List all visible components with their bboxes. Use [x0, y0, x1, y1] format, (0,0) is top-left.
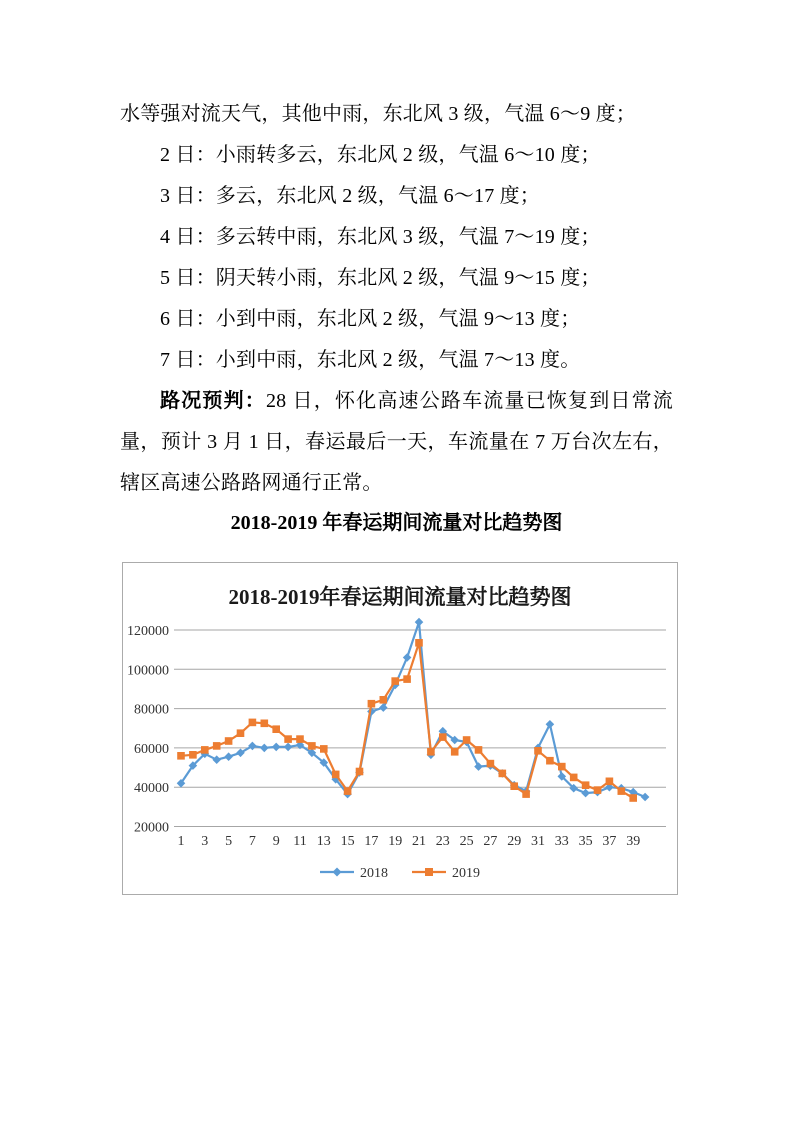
- legend-label-2019: 2019: [452, 866, 480, 881]
- svg-text:3: 3: [201, 834, 209, 849]
- svg-text:15: 15: [340, 834, 355, 849]
- series-2019: [177, 639, 637, 802]
- data-point-2019: [475, 746, 483, 754]
- legend-marker-2019: [425, 868, 433, 876]
- data-point-2018: [272, 743, 281, 752]
- svg-text:13: 13: [316, 834, 331, 849]
- data-point-2019: [272, 725, 280, 733]
- data-point-2019: [391, 677, 399, 685]
- data-point-2018: [212, 755, 221, 764]
- data-point-2019: [320, 745, 328, 753]
- data-point-2018: [379, 703, 388, 712]
- series-2018: [177, 618, 650, 802]
- svg-text:40000: 40000: [134, 781, 169, 797]
- data-point-2019: [225, 737, 233, 745]
- data-point-2019: [201, 746, 209, 754]
- chart-canvas: [123, 563, 677, 894]
- paragraph-weather-day7: 7 日：小到中雨，东北风 2 级，气温 7～13 度。: [160, 349, 581, 371]
- data-point-2019: [249, 719, 257, 727]
- body-text: [120, 94, 673, 538]
- paragraph-weather-day6: 6 日：小到中雨，东北风 2 级，气温 9～13 度；: [160, 308, 581, 330]
- svg-text:25: 25: [459, 834, 474, 849]
- data-point-2019: [403, 675, 411, 683]
- svg-text:31: 31: [531, 834, 545, 849]
- traffic-trend-chart: [122, 562, 678, 895]
- data-point-2019: [368, 700, 376, 708]
- chart-title: [229, 585, 572, 609]
- data-point-2018: [415, 618, 424, 627]
- svg-text:37: 37: [602, 834, 617, 849]
- data-point-2019: [487, 760, 495, 768]
- paragraph-weather-continuation: 水等强对流天气，其他中雨，东北风 3 级，气温 6～9 度；: [120, 103, 636, 125]
- svg-text:100000: 100000: [127, 663, 169, 679]
- svg-text:5: 5: [225, 834, 233, 849]
- data-point-2018: [224, 752, 233, 761]
- svg-text:120000: 120000: [127, 624, 169, 639]
- svg-text:33: 33: [554, 834, 569, 849]
- road-forecast-text: 28 日，怀化高速公路车流量已恢复到日常流量，预计 3 月 1 日，春运最后一天，车流量在 7 万台次左右，辖区高速公路路网通行正常。: [120, 390, 674, 494]
- data-point-2019: [582, 781, 590, 789]
- svg-text:9: 9: [272, 834, 280, 849]
- data-point-2019: [594, 786, 602, 794]
- svg-text:80000: 80000: [134, 702, 169, 718]
- data-point-2019: [308, 742, 316, 750]
- svg-text:27: 27: [483, 834, 498, 849]
- road-forecast-label: 路况预判：: [160, 390, 266, 412]
- svg-text:35: 35: [578, 834, 593, 849]
- data-point-2019: [606, 778, 614, 786]
- data-point-2018: [403, 653, 412, 662]
- legend-marker-2018: [333, 868, 342, 877]
- svg-text:60000: 60000: [134, 741, 169, 757]
- section-title: 2018-2019 年春运期间流量对比趋势图: [230, 512, 563, 534]
- svg-text:11: 11: [293, 834, 307, 849]
- paragraph-road-forecast: [120, 381, 673, 504]
- data-point-2019: [344, 787, 352, 795]
- y-axis-labels: [127, 624, 169, 836]
- svg-text:17: 17: [364, 834, 379, 849]
- data-point-2019: [522, 790, 530, 798]
- svg-text:1: 1: [177, 834, 185, 849]
- data-point-2019: [570, 774, 578, 782]
- data-point-2019: [534, 747, 542, 755]
- data-point-2018: [284, 743, 293, 752]
- data-point-2019: [463, 736, 471, 744]
- svg-text:7: 7: [248, 834, 256, 849]
- svg-text:2018-2019年春运期间流量对比趋势图: 2018-2019年春运期间流量对比趋势图: [228, 585, 572, 609]
- data-point-2019: [558, 763, 566, 771]
- data-point-2019: [177, 752, 185, 760]
- data-point-2019: [546, 757, 554, 765]
- data-point-2019: [439, 733, 447, 741]
- paragraph-weather-day5: 5 日：阴天转小雨，东北风 2 级，气温 9～15 度；: [160, 267, 601, 289]
- svg-text:19: 19: [388, 834, 403, 849]
- data-point-2019: [380, 696, 388, 704]
- data-point-2019: [499, 770, 507, 778]
- paragraph-weather-day2: 2 日：小雨转多云，东北风 2 级，气温 6～10 度；: [160, 144, 601, 166]
- data-point-2019: [427, 748, 435, 756]
- data-point-2019: [510, 782, 518, 790]
- svg-text:23: 23: [435, 834, 450, 849]
- svg-text:21: 21: [412, 834, 426, 849]
- data-point-2019: [618, 787, 626, 795]
- data-point-2019: [237, 729, 245, 737]
- legend-label-2018: 2018: [360, 866, 388, 881]
- data-point-2019: [296, 735, 304, 743]
- data-point-2019: [629, 794, 637, 802]
- svg-text:29: 29: [507, 834, 522, 849]
- data-point-2018: [546, 720, 555, 729]
- data-point-2018: [641, 793, 650, 802]
- x-axis-labels: [178, 834, 641, 849]
- data-point-2019: [415, 639, 423, 647]
- data-point-2019: [356, 768, 364, 776]
- data-point-2019: [261, 720, 269, 728]
- data-point-2018: [260, 744, 269, 753]
- data-point-2018: [581, 789, 590, 798]
- paragraph-weather-day4: 4 日：多云转中雨，东北风 3 级，气温 7～19 度；: [160, 226, 601, 248]
- data-point-2019: [332, 771, 340, 779]
- paragraph-weather-day3: 3 日：多云，东北风 2 级，气温 6～17 度；: [160, 185, 540, 207]
- data-point-2018: [474, 762, 483, 771]
- data-point-2019: [213, 742, 221, 750]
- chart-legend: [320, 866, 480, 881]
- data-point-2019: [451, 748, 459, 756]
- svg-text:39: 39: [626, 834, 641, 849]
- data-point-2019: [189, 751, 197, 759]
- svg-text:20000: 20000: [134, 820, 169, 836]
- data-point-2019: [284, 735, 292, 743]
